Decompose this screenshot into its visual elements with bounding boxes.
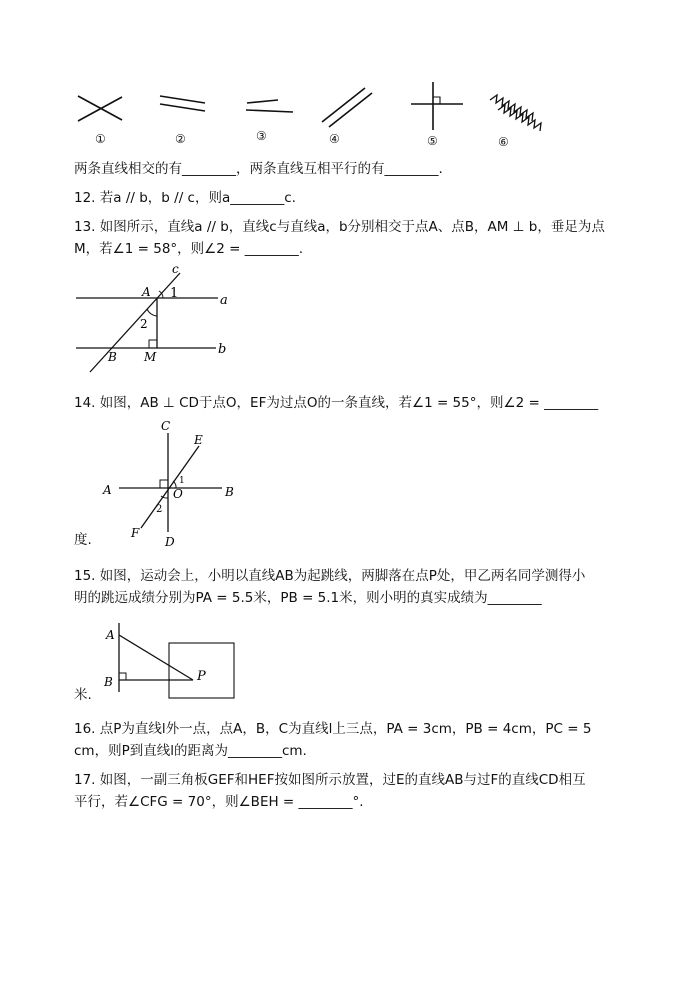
q14-label-A: A [103, 483, 112, 497]
q16-text-line1: 16. 点P为直线l外一点，点A，B，C为直线l上三点，PA = 3cm，PB = 4cm，PC = 5 [74, 721, 592, 737]
figure-label-5: ⑤ [427, 134, 438, 148]
q14-label-angle2: 2 [156, 504, 163, 515]
q14-label-D: D [165, 535, 175, 549]
q14-label-O: O [173, 487, 183, 501]
q11-text: 两条直线相交的有________，两条直线互相平行的有________. [74, 161, 443, 177]
q13-label-b: b [218, 342, 227, 357]
q14-label-angle1: 1 [179, 476, 185, 486]
figure-label-1: ① [95, 132, 106, 146]
q14-text-line1: 14. 如图，AB ⊥ CD于点O，EF为过点O的一条直线，若∠1 = 55°，则∠2 = ________ [74, 395, 599, 411]
q15-text-line3: 米. [74, 687, 92, 703]
q13-label-angle2: 2 [140, 317, 148, 331]
q14-label-E: E [194, 433, 203, 447]
q13-label-angle1: 1 [170, 286, 179, 301]
q14-label-C: C [161, 419, 171, 433]
q13-label-B: B [108, 350, 117, 364]
q17-text-line1: 17. 如图，一副三角板GEF和HEF按如图所示放置，过E的直线AB与过F的直线CD相互 [74, 772, 586, 788]
q13-text-line1: 13. 如图所示，直线a // b，直线c与直线a，b分别相交于点A、点B，AM ⊥ b，垂足为点 [74, 219, 605, 235]
q15-text-line2: 明的跳远成绩分别为PA = 5.5米，PB = 5.1米，则小明的真实成绩为________ [74, 590, 542, 606]
q16-text-line2: cm，则P到直线l的距离为________cm. [74, 743, 307, 759]
figure-label-4: ④ [329, 132, 340, 146]
q13-text-line2: M，若∠1 = 58°，则∠2 = ________. [74, 241, 304, 257]
q13-label-a: a [220, 293, 228, 308]
q14-label-F: F [131, 526, 140, 540]
q15-text-line1: 15. 如图，运动会上，小明以直线AB为起跳线，两脚落在点P处，甲乙两名同学测得小 [74, 568, 586, 584]
q13-label-A: A [142, 285, 151, 299]
q13-label-c: c [172, 262, 179, 276]
q12-text: 12. 若a // b，b // c，则a________c. [74, 190, 296, 206]
figure-label-3: ③ [256, 129, 267, 143]
q15-label-A: A [106, 628, 115, 642]
figure-label-2: ② [175, 132, 186, 146]
figure-label-6: ⑥ [498, 135, 509, 149]
q15-label-B: B [104, 675, 113, 689]
q17-text-line2: 平行，若∠CFG = 70°，则∠BEH = ________°. [74, 794, 364, 810]
q15-label-P: P [197, 669, 206, 684]
q14-label-B: B [225, 485, 234, 499]
q14-text-line2: 度. [74, 532, 92, 548]
q13-label-M: M [144, 350, 157, 364]
